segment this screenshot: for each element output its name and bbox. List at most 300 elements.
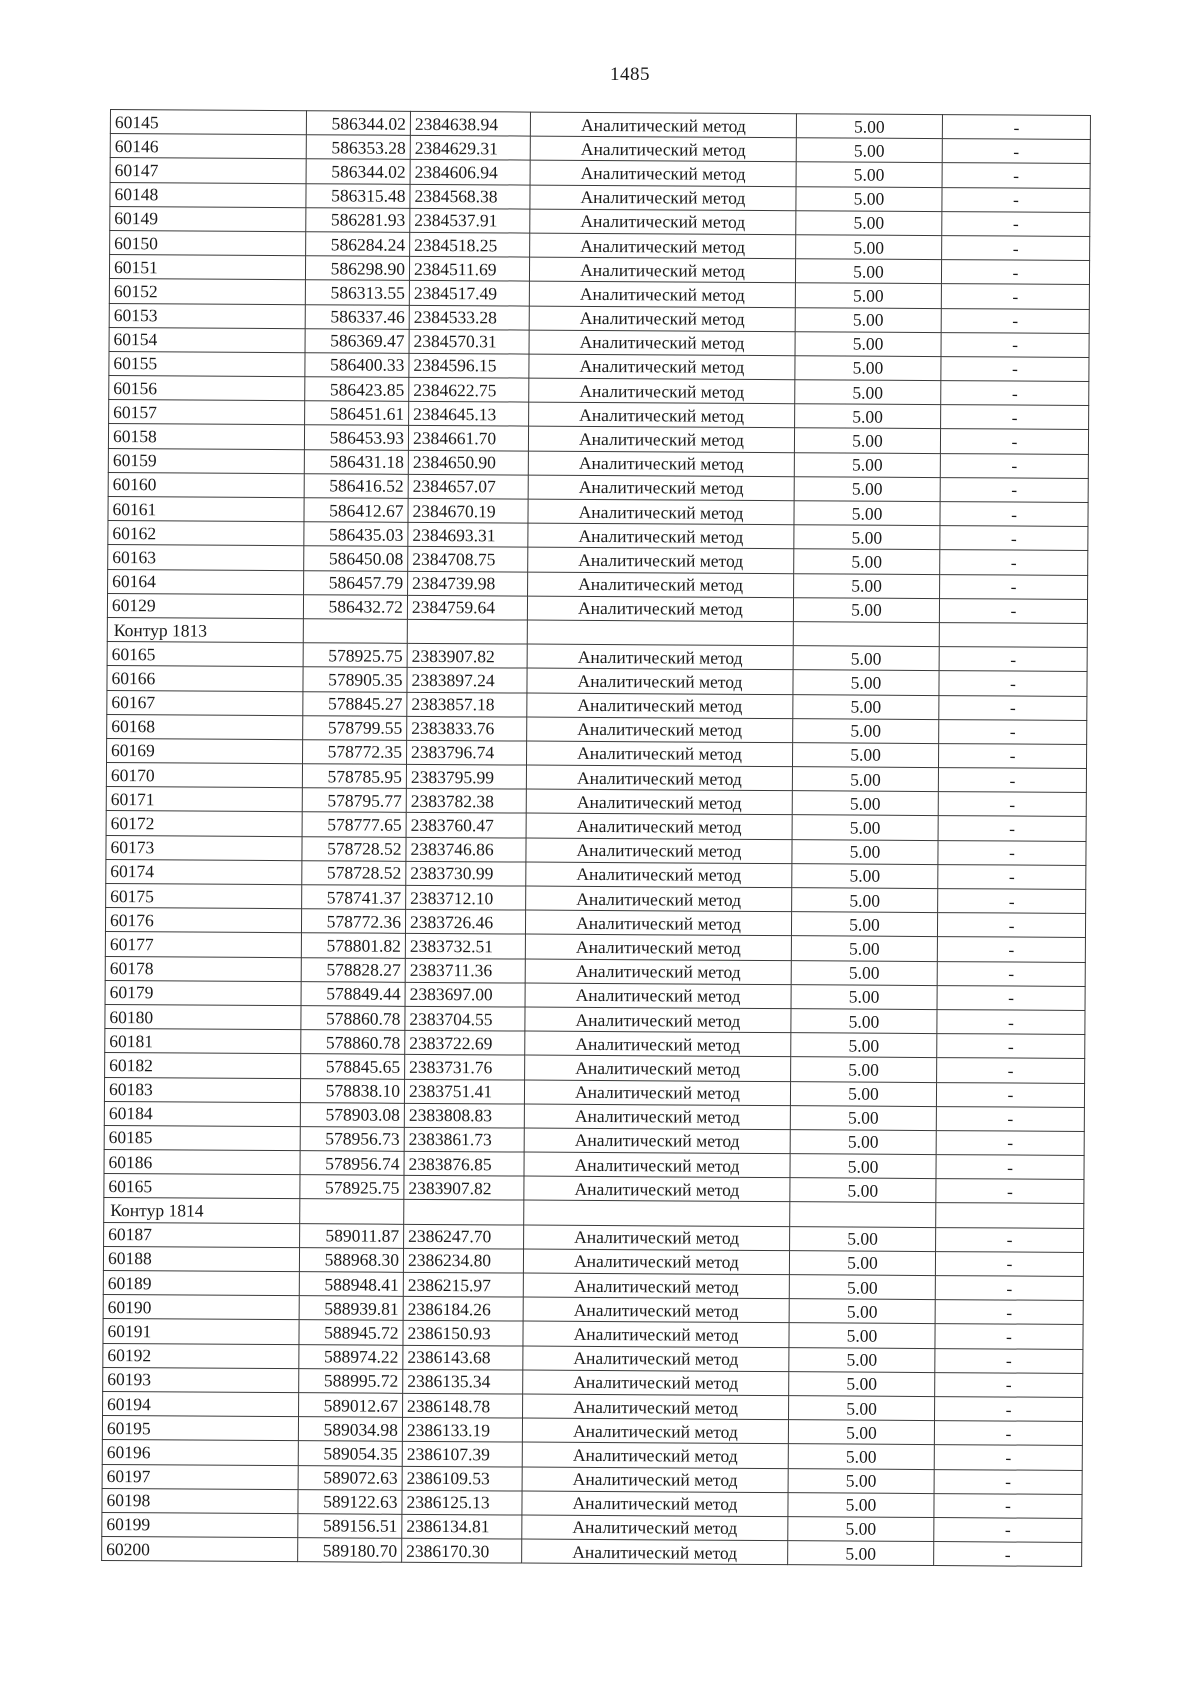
method-cell: Аналитический метод [522, 1539, 788, 1565]
note-cell: - [940, 502, 1088, 527]
method-cell: Аналитический метод [528, 475, 794, 501]
x-coordinate-cell: 586313.55 [305, 280, 409, 305]
precision-cell: 5.00 [793, 670, 939, 695]
contour-label: Контур 1813 [107, 617, 303, 642]
method-cell: Аналитический метод [529, 402, 795, 428]
note-cell: - [937, 1058, 1085, 1083]
x-coordinate-cell: 586315.48 [306, 183, 410, 208]
note-cell: - [941, 405, 1089, 430]
y-coordinate-cell: 2386109.53 [402, 1466, 522, 1491]
empty-cell [303, 619, 407, 644]
note-cell: - [940, 429, 1088, 454]
x-coordinate-cell: 578777.65 [302, 812, 406, 837]
x-coordinate-cell: 586400.33 [305, 353, 409, 378]
y-coordinate-cell: 2383861.73 [404, 1127, 524, 1152]
precision-cell: 5.00 [795, 356, 941, 381]
method-cell: Аналитический метод [530, 160, 796, 186]
point-number-cell: 60160 [108, 472, 304, 497]
point-number-cell: 60193 [103, 1367, 299, 1392]
precision-cell: 5.00 [795, 404, 941, 429]
y-coordinate-cell: 2383833.76 [407, 716, 527, 741]
method-cell: Аналитический метод [526, 765, 792, 791]
method-cell: Аналитический метод [529, 378, 795, 404]
method-cell: Аналитический метод [523, 1249, 789, 1275]
coordinates-table-body [102, 110, 1091, 1567]
y-coordinate-cell: 2383704.55 [405, 1006, 525, 1031]
method-cell: Аналитический метод [522, 1442, 788, 1468]
point-number-cell: 60169 [107, 738, 303, 763]
x-coordinate-cell: 586369.47 [305, 328, 409, 353]
method-cell: Аналитический метод [524, 1176, 790, 1202]
note-cell: - [938, 792, 1086, 817]
method-cell: Аналитический метод [527, 717, 793, 743]
x-coordinate-cell: 586337.46 [305, 304, 409, 329]
note-cell: - [935, 1251, 1083, 1276]
empty-cell [407, 619, 527, 644]
method-cell: Аналитический метод [526, 741, 792, 767]
x-coordinate-cell: 588945.72 [299, 1320, 403, 1345]
note-cell: - [937, 913, 1085, 938]
y-coordinate-cell: 2384606.94 [410, 160, 530, 185]
precision-cell: 5.00 [796, 235, 942, 260]
y-coordinate-cell: 2383712.10 [406, 885, 526, 910]
point-number-cell: 60148 [110, 182, 306, 207]
y-coordinate-cell: 2383746.86 [406, 837, 526, 862]
precision-cell: 5.00 [793, 718, 939, 743]
point-number-cell: 60165 [104, 1174, 300, 1199]
note-cell: - [942, 163, 1090, 188]
note-cell: - [939, 598, 1087, 623]
y-coordinate-cell: 2383732.51 [405, 934, 525, 959]
x-coordinate-cell: 586412.67 [304, 498, 408, 523]
x-coordinate-cell: 586353.28 [306, 135, 410, 160]
point-number-cell: 60165 [107, 642, 303, 667]
method-cell: Аналитический метод [522, 1515, 788, 1541]
precision-cell: 5.00 [796, 162, 942, 187]
y-coordinate-cell: 2384645.13 [409, 402, 529, 427]
point-number-cell: 60162 [108, 521, 304, 546]
method-cell: Аналитический метод [525, 934, 791, 960]
point-number-cell: 60192 [103, 1343, 299, 1368]
method-cell: Аналитический метод [526, 813, 792, 839]
precision-cell: 5.00 [790, 1081, 936, 1106]
x-coordinate-cell: 586423.85 [305, 377, 409, 402]
x-coordinate-cell: 586457.79 [304, 570, 408, 595]
method-cell: Аналитический метод [526, 789, 792, 815]
precision-cell: 5.00 [790, 1154, 936, 1179]
y-coordinate-cell: 2383907.82 [404, 1176, 524, 1201]
x-coordinate-cell: 588968.30 [299, 1247, 403, 1272]
y-coordinate-cell: 2384570.31 [409, 329, 529, 354]
x-coordinate-cell: 588974.22 [299, 1344, 403, 1369]
x-coordinate-cell: 588939.81 [299, 1296, 403, 1321]
precision-cell: 5.00 [791, 912, 937, 937]
point-number-cell: 60198 [102, 1488, 298, 1513]
note-cell: - [942, 236, 1090, 261]
precision-cell: 5.00 [790, 1105, 936, 1130]
y-coordinate-cell: 2383808.83 [404, 1103, 524, 1128]
note-cell: - [938, 840, 1086, 865]
y-coordinate-cell: 2384670.19 [408, 498, 528, 523]
point-number-cell: 60157 [109, 400, 305, 425]
empty-cell [790, 1202, 936, 1227]
x-coordinate-cell: 586453.93 [304, 425, 408, 450]
x-coordinate-cell: 578925.75 [300, 1175, 404, 1200]
y-coordinate-cell: 2383857.18 [407, 692, 527, 717]
precision-cell: 5.00 [794, 549, 940, 574]
point-number-cell: 60177 [105, 932, 301, 957]
precision-cell: 5.00 [792, 767, 938, 792]
method-cell: Аналитический метод [523, 1273, 789, 1299]
precision-cell: 5.00 [788, 1492, 934, 1517]
precision-cell: 5.00 [795, 331, 941, 356]
method-cell: Аналитический метод [528, 499, 794, 525]
method-cell: Аналитический метод [525, 1007, 791, 1033]
precision-cell: 5.00 [789, 1323, 935, 1348]
x-coordinate-cell: 586284.24 [306, 232, 410, 257]
precision-cell: 5.00 [796, 186, 942, 211]
precision-cell: 5.00 [792, 888, 938, 913]
y-coordinate-cell: 2386107.39 [402, 1442, 522, 1467]
precision-cell: 5.00 [788, 1468, 934, 1493]
empty-cell [939, 623, 1087, 648]
note-cell: - [941, 381, 1089, 406]
note-cell: - [938, 743, 1086, 768]
y-coordinate-cell: 2386143.68 [403, 1345, 523, 1370]
y-coordinate-cell: 2386150.93 [403, 1321, 523, 1346]
x-coordinate-cell: 578905.35 [303, 667, 407, 692]
precision-cell: 5.00 [791, 936, 937, 961]
x-coordinate-cell: 589034.98 [298, 1417, 402, 1442]
y-coordinate-cell: 2383751.41 [404, 1079, 524, 1104]
note-cell: - [934, 1493, 1082, 1518]
precision-cell: 5.00 [793, 597, 939, 622]
x-coordinate-cell: 586450.08 [304, 546, 408, 571]
method-cell: Аналитический метод [528, 427, 794, 453]
point-number-cell: 60180 [105, 1004, 301, 1029]
empty-cell [527, 620, 793, 646]
x-coordinate-cell: 578801.82 [301, 933, 405, 958]
method-cell: Аналитический метод [530, 185, 796, 211]
y-coordinate-cell: 2384657.07 [408, 474, 528, 499]
note-cell: - [936, 1179, 1084, 1204]
point-number-cell: 60156 [109, 376, 305, 401]
method-cell: Аналитический метод [526, 886, 792, 912]
note-cell: - [937, 961, 1085, 986]
y-coordinate-cell: 2386247.70 [404, 1224, 524, 1249]
method-cell: Аналитический метод [528, 451, 794, 477]
precision-cell: 5.00 [794, 573, 940, 598]
method-cell: Аналитический метод [524, 1225, 790, 1251]
method-cell: Аналитический метод [526, 862, 792, 888]
note-cell: - [937, 937, 1085, 962]
method-cell: Аналитический метод [526, 838, 792, 864]
point-number-cell: 60190 [103, 1295, 299, 1320]
y-coordinate-cell: 2386125.13 [402, 1490, 522, 1515]
y-coordinate-cell: 2383722.69 [405, 1030, 525, 1055]
method-cell: Аналитический метод [523, 1346, 789, 1372]
point-number-cell: 60199 [102, 1512, 298, 1537]
note-cell: - [936, 1155, 1084, 1180]
point-number-cell: 60149 [110, 206, 306, 231]
precision-cell: 5.00 [795, 259, 941, 284]
precision-cell: 5.00 [789, 1275, 935, 1300]
method-cell: Аналитический метод [530, 233, 796, 259]
method-cell: Аналитический метод [525, 910, 791, 936]
precision-cell: 5.00 [789, 1396, 935, 1421]
y-coordinate-cell: 2384739.98 [408, 571, 528, 596]
y-coordinate-cell: 2383711.36 [405, 958, 525, 983]
empty-cell [524, 1200, 790, 1226]
method-cell: Аналитический метод [523, 1370, 789, 1396]
note-cell: - [935, 1396, 1083, 1421]
method-cell: Аналитический метод [530, 112, 796, 138]
note-cell: - [939, 695, 1087, 720]
precision-cell: 5.00 [795, 307, 941, 332]
note-cell: - [942, 139, 1090, 164]
point-number-cell: 60196 [102, 1440, 298, 1465]
method-cell: Аналитический метод [524, 1152, 790, 1178]
method-cell: Аналитический метод [527, 644, 793, 670]
method-cell: Аналитический метод [525, 959, 791, 985]
method-cell: Аналитический метод [523, 1321, 789, 1347]
point-number-cell: 60175 [106, 883, 302, 908]
note-cell: - [936, 1130, 1084, 1155]
note-cell: - [937, 1010, 1085, 1035]
x-coordinate-cell: 578728.52 [302, 836, 406, 861]
method-cell: Аналитический метод [525, 1055, 791, 1081]
point-number-cell: 60145 [110, 110, 306, 135]
method-cell: Аналитический метод [525, 1031, 791, 1057]
point-number-cell: 60151 [109, 255, 305, 280]
precision-cell: 5.00 [792, 743, 938, 768]
point-number-cell: 60167 [107, 690, 303, 715]
precision-cell: 5.00 [789, 1347, 935, 1372]
empty-cell [936, 1203, 1084, 1228]
precision-cell: 5.00 [788, 1517, 934, 1542]
note-cell: - [940, 453, 1088, 478]
method-cell: Аналитический метод [523, 1394, 789, 1420]
y-coordinate-cell: 2384622.75 [409, 377, 529, 402]
method-cell: Аналитический метод [522, 1491, 788, 1517]
point-number-cell: 60194 [103, 1391, 299, 1416]
point-number-cell: 60173 [106, 835, 302, 860]
point-number-cell: 60174 [106, 859, 302, 884]
precision-cell: 5.00 [794, 452, 940, 477]
precision-cell: 5.00 [792, 839, 938, 864]
point-number-cell: 60183 [104, 1077, 300, 1102]
precision-cell: 5.00 [796, 210, 942, 235]
point-number-cell: 60155 [109, 351, 305, 376]
method-cell: Аналитический метод [524, 1080, 790, 1106]
y-coordinate-cell: 2384638.94 [410, 111, 530, 136]
y-coordinate-cell: 2383697.00 [405, 982, 525, 1007]
x-coordinate-cell: 578785.95 [302, 764, 406, 789]
point-number-cell: 60176 [105, 908, 301, 933]
note-cell: - [934, 1445, 1082, 1470]
y-coordinate-cell: 2384596.15 [409, 353, 529, 378]
note-cell: - [941, 332, 1089, 357]
y-coordinate-cell: 2386134.81 [402, 1514, 522, 1539]
y-coordinate-cell: 2384759.64 [407, 595, 527, 620]
note-cell: - [942, 187, 1090, 212]
note-cell: - [941, 356, 1089, 381]
method-cell: Аналитический метод [527, 596, 793, 622]
point-number-cell: 60163 [108, 545, 304, 570]
point-number-cell: 60161 [108, 496, 304, 521]
x-coordinate-cell: 588948.41 [299, 1272, 403, 1297]
note-cell: - [940, 574, 1088, 599]
y-coordinate-cell: 2384650.90 [408, 450, 528, 475]
precision-cell: 5.00 [790, 1130, 936, 1155]
point-number-cell: 60171 [106, 787, 302, 812]
x-coordinate-cell: 586298.90 [305, 256, 409, 281]
precision-cell: 5.00 [794, 501, 940, 526]
note-cell: - [938, 864, 1086, 889]
y-coordinate-cell: 2384518.25 [410, 232, 530, 257]
point-number-cell: 60179 [105, 980, 301, 1005]
x-coordinate-cell: 589054.35 [298, 1441, 402, 1466]
precision-cell: 5.00 [796, 114, 942, 139]
x-coordinate-cell: 578838.10 [300, 1078, 404, 1103]
note-cell: - [936, 1227, 1084, 1252]
y-coordinate-cell: 2383795.99 [406, 764, 526, 789]
method-cell: Аналитический метод [528, 523, 794, 549]
x-coordinate-cell: 586451.61 [305, 401, 409, 426]
precision-cell: 5.00 [791, 960, 937, 985]
point-number-cell: 60172 [106, 811, 302, 836]
point-number-cell: 60197 [102, 1464, 298, 1489]
contour-label: Контур 1814 [104, 1198, 300, 1223]
note-cell: - [940, 526, 1088, 551]
precision-cell: 5.00 [790, 1226, 936, 1251]
point-number-cell: 60168 [107, 714, 303, 739]
y-coordinate-cell: 2383796.74 [407, 740, 527, 765]
note-cell: - [935, 1324, 1083, 1349]
x-coordinate-cell: 578799.55 [303, 715, 407, 740]
precision-cell: 5.00 [794, 476, 940, 501]
note-cell: - [934, 1517, 1082, 1542]
precision-cell: 5.00 [795, 283, 941, 308]
y-coordinate-cell: 2383731.76 [405, 1055, 525, 1080]
page-number: 1485 [610, 64, 650, 85]
method-cell: Аналитический метод [524, 1104, 790, 1130]
method-cell: Аналитический метод [522, 1418, 788, 1444]
note-cell: - [934, 1421, 1082, 1446]
method-cell: Аналитический метод [527, 668, 793, 694]
precision-cell: 5.00 [793, 694, 939, 719]
y-coordinate-cell: 2384661.70 [408, 426, 528, 451]
precision-cell: 5.00 [794, 525, 940, 550]
empty-cell [793, 622, 939, 647]
note-cell: - [937, 985, 1085, 1010]
note-cell: - [940, 477, 1088, 502]
precision-cell: 5.00 [791, 1009, 937, 1034]
note-cell: - [938, 889, 1086, 914]
note-cell: - [941, 308, 1089, 333]
precision-cell: 5.00 [793, 646, 939, 671]
note-cell: - [939, 647, 1087, 672]
y-coordinate-cell: 2383760.47 [406, 813, 526, 838]
note-cell: - [941, 260, 1089, 285]
precision-cell: 5.00 [791, 984, 937, 1009]
x-coordinate-cell: 578849.44 [301, 981, 405, 1006]
note-cell: - [940, 550, 1088, 575]
x-coordinate-cell: 578903.08 [300, 1102, 404, 1127]
y-coordinate-cell: 2383876.85 [404, 1151, 524, 1176]
note-cell: - [936, 1082, 1084, 1107]
point-number-cell: 60195 [102, 1416, 298, 1441]
x-coordinate-cell: 589012.67 [299, 1393, 403, 1418]
y-coordinate-cell: 2383726.46 [405, 910, 525, 935]
method-cell: Аналитический метод [529, 306, 795, 332]
point-number-cell: 60153 [109, 303, 305, 328]
x-coordinate-cell: 578956.74 [300, 1151, 404, 1176]
x-coordinate-cell: 578741.37 [302, 885, 406, 910]
method-cell: Аналитический метод [529, 330, 795, 356]
point-number-cell: 60152 [109, 279, 305, 304]
y-coordinate-cell: 2383782.38 [406, 789, 526, 814]
note-cell: - [938, 768, 1086, 793]
point-number-cell: 60184 [104, 1101, 300, 1126]
x-coordinate-cell: 586344.02 [306, 111, 410, 136]
y-coordinate-cell: 2384537.91 [410, 208, 530, 233]
x-coordinate-cell: 586432.72 [303, 594, 407, 619]
x-coordinate-cell: 589122.63 [298, 1489, 402, 1514]
note-cell: - [934, 1542, 1082, 1567]
y-coordinate-cell: 2386184.26 [403, 1297, 523, 1322]
y-coordinate-cell: 2384629.31 [410, 136, 530, 161]
method-cell: Аналитический метод [524, 1128, 790, 1154]
precision-cell: 5.00 [792, 863, 938, 888]
point-number-cell: 60188 [103, 1246, 299, 1271]
precision-cell: 5.00 [789, 1299, 935, 1324]
note-cell: - [935, 1300, 1083, 1325]
point-number-cell: 60166 [107, 666, 303, 691]
y-coordinate-cell: 2386215.97 [403, 1272, 523, 1297]
precision-cell: 5.00 [794, 428, 940, 453]
y-coordinate-cell: 2383730.99 [406, 861, 526, 886]
precision-cell: 5.00 [792, 791, 938, 816]
method-cell: Аналитический метод [530, 209, 796, 235]
y-coordinate-cell: 2386135.34 [403, 1369, 523, 1394]
method-cell: Аналитический метод [529, 281, 795, 307]
method-cell: Аналитический метод [529, 257, 795, 283]
x-coordinate-cell: 586416.52 [304, 474, 408, 499]
x-coordinate-cell: 578860.78 [301, 1006, 405, 1031]
y-coordinate-cell: 2386170.30 [402, 1538, 522, 1563]
note-cell: - [934, 1469, 1082, 1494]
x-coordinate-cell: 578845.27 [303, 691, 407, 716]
x-coordinate-cell: 578860.78 [301, 1030, 405, 1055]
point-number-cell: 60191 [103, 1319, 299, 1344]
point-number-cell: 60178 [105, 956, 301, 981]
note-cell: - [935, 1372, 1083, 1397]
precision-cell: 5.00 [790, 1178, 936, 1203]
point-number-cell: 60147 [110, 158, 306, 183]
precision-cell: 5.00 [788, 1444, 934, 1469]
x-coordinate-cell: 586281.93 [306, 207, 410, 232]
note-cell: - [935, 1348, 1083, 1373]
method-cell: Аналитический метод [529, 354, 795, 380]
point-number-cell: 60187 [104, 1222, 300, 1247]
x-coordinate-cell: 578828.27 [301, 957, 405, 982]
precision-cell: 5.00 [795, 380, 941, 405]
point-number-cell: 60129 [107, 593, 303, 618]
empty-cell [404, 1200, 524, 1225]
y-coordinate-cell: 2383897.24 [407, 668, 527, 693]
method-cell: Аналитический метод [530, 136, 796, 162]
